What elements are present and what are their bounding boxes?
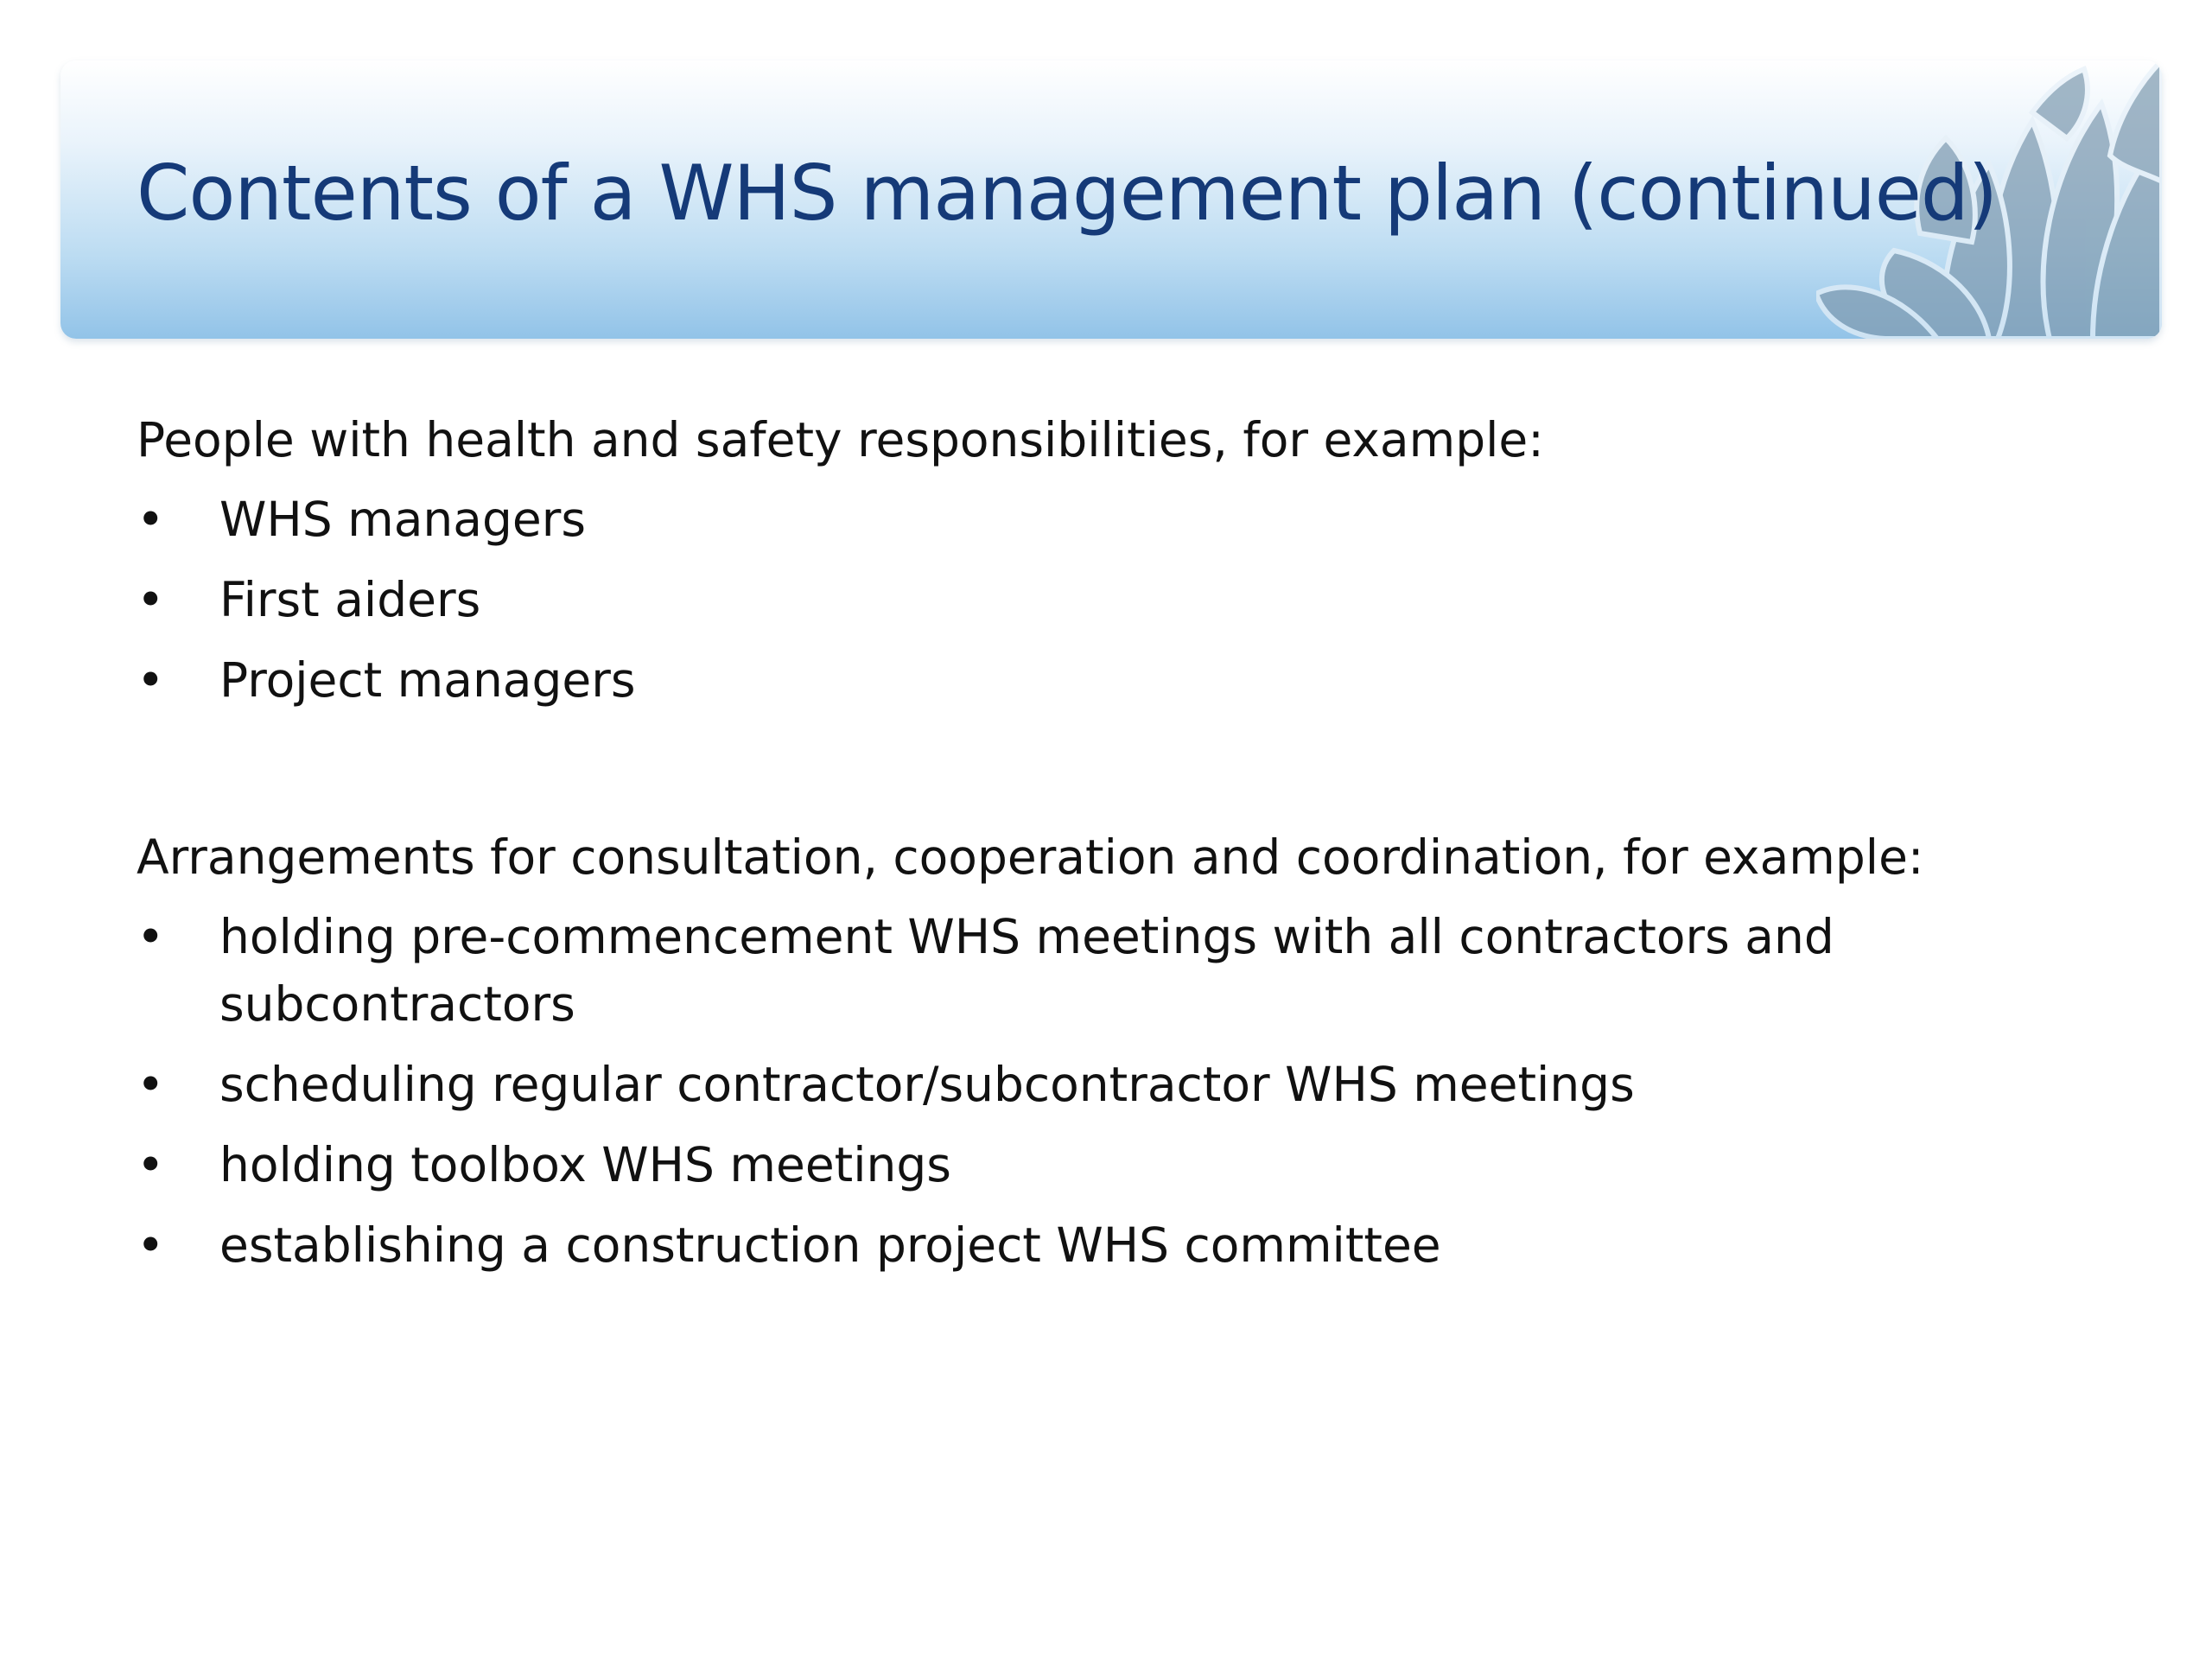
slide-title: Contents of a WHS management plan (continued) [137, 149, 1998, 238]
list-item [137, 1211, 2081, 1279]
list-item-text: First aiders [219, 572, 481, 627]
bullet-icon: • [137, 572, 165, 627]
bullet-icon: • [137, 492, 165, 547]
list-item [137, 646, 2081, 714]
section-lead-consultation: Arrangements for consultation, cooperation and coordination, for example: [137, 830, 1924, 885]
bullet-icon: • [137, 1217, 165, 1273]
consultation-list [137, 903, 2081, 1279]
section-spacer [137, 727, 2081, 823]
slide-body [137, 406, 2081, 1292]
list-item-text: holding pre-commencement WHS meetings with all contractors and subcontractors [219, 909, 1834, 1032]
list-item [137, 566, 2081, 633]
bullet-icon: • [137, 1137, 165, 1192]
bullet-icon: • [137, 1057, 165, 1112]
list-item-text: establishing a construction project WHS committee [219, 1217, 1441, 1273]
list-item-text: holding toolbox WHS meetings [219, 1137, 951, 1192]
title-banner [60, 60, 2162, 339]
responsibilities-list [137, 486, 2081, 714]
list-item [137, 1131, 2081, 1198]
list-item-text: WHS managers [219, 492, 586, 547]
bullet-icon: • [137, 652, 165, 708]
list-item [137, 486, 2081, 553]
bullet-icon: • [137, 909, 165, 964]
list-item-text: Project managers [219, 652, 636, 708]
list-item [137, 903, 2081, 1038]
list-item [137, 1051, 2081, 1118]
list-item-text: scheduling regular contractor/subcontractor WHS meetings [219, 1057, 1635, 1112]
section-lead-responsibilities: People with health and safety responsibilities, for example: [137, 412, 1544, 467]
